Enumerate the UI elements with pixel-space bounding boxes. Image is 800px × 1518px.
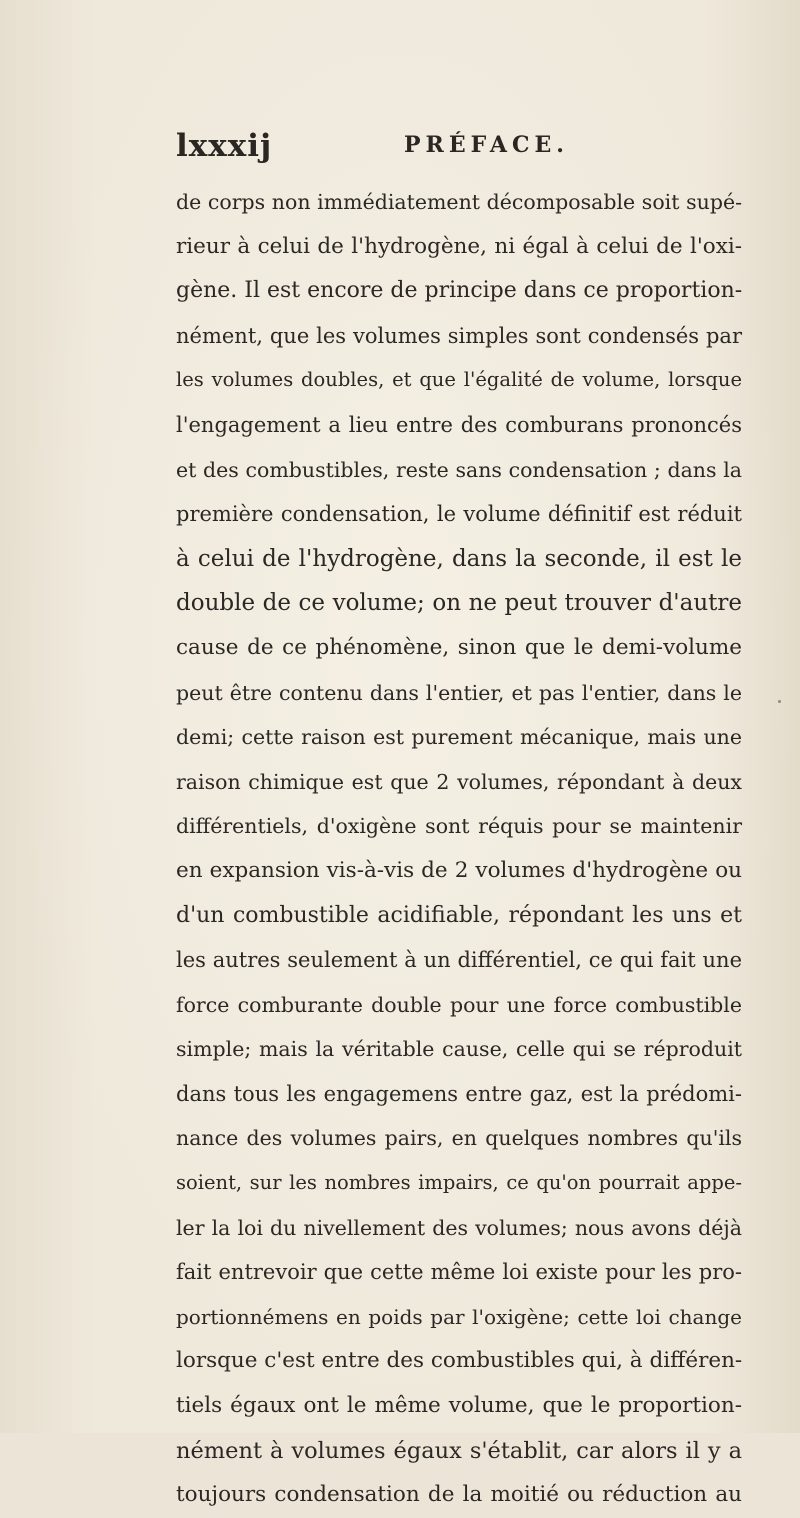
text-line: portionnémens en poids par l'oxigène; cette loi change	[176, 1304, 742, 1329]
text-line: demi; cette raison est purement mécanique, mais une	[176, 725, 742, 750]
text-line: simple; mais la véritable cause, celle qui se réproduit	[176, 1037, 742, 1062]
running-title: PRÉFACE.	[404, 132, 569, 158]
text-line: gène. Il est encore de principe dans ce proportion-	[176, 278, 743, 304]
text-line: nément à volumes égaux s'établit, car alors il y a	[176, 1437, 742, 1464]
text-line: force comburante double pour une force combustible	[176, 992, 742, 1017]
text-line: tiels égaux ont le même volume, que le proportion-	[176, 1393, 742, 1419]
text-line: les volumes doubles, et que l'égalité de volume, lorsque	[176, 368, 742, 392]
text-line: en expansion vis-à-vis de 2 volumes d'hydrogène ou	[176, 857, 742, 883]
text-line: rieur à celui de l'hydrogène, ni égal à celui de l'oxi-	[176, 233, 742, 259]
text-line: nément, que les volumes simples sont condensés par	[176, 323, 742, 348]
text-line: soient, sur les nombres impairs, ce qu'on pourrait appe-	[176, 1171, 742, 1195]
page-header	[176, 128, 736, 168]
text-line: différentiels, d'oxigène sont réquis pour se maintenir	[176, 814, 742, 839]
text-line: cause de ce phénomène, sinon que le demi-volume	[176, 634, 742, 660]
page-number: lxxxij	[176, 128, 273, 164]
text-line: nance des volumes pairs, en quelques nombres qu'ils	[176, 1126, 742, 1151]
text-line: double de ce volume; on ne peut trouver d'autre	[176, 590, 742, 617]
text-line: à celui de l'hydrogène, dans la seconde, il est le	[176, 545, 742, 572]
text-line: lorsque c'est entre des combustibles qui, à différen-	[176, 1348, 743, 1374]
text-line: première condensation, le volume définitif est réduit	[176, 502, 742, 527]
text-line: ler la loi du nivellement des volumes; nous avons déjà	[176, 1215, 742, 1240]
margin-speck	[778, 700, 781, 703]
body-text	[176, 180, 742, 1518]
text-line: toujours condensation de la moitié ou réduction au	[176, 1482, 742, 1508]
text-line: dans tous les engagemens entre gaz, est la prédomi-	[176, 1081, 742, 1106]
text-line: raison chimique est que 2 volumes, répondant à deux	[176, 769, 742, 794]
text-line: peut être contenu dans l'entier, et pas l'entier, dans le	[176, 680, 742, 705]
text-line: l'engagement a lieu entre des comburans prononcés	[176, 412, 742, 437]
text-line: les autres seulement à un différentiel, ce qui fait une	[176, 948, 742, 973]
text-line: de corps non immédiatement décomposable soit supé-	[176, 190, 742, 214]
text-line: et des combustibles, reste sans condensation ; dans la	[176, 457, 742, 482]
text-line: fait entrevoir que cette même loi existe pour les pro-	[176, 1260, 742, 1285]
text-line: d'un combustible acidifiable, répondant les uns et	[176, 902, 742, 928]
